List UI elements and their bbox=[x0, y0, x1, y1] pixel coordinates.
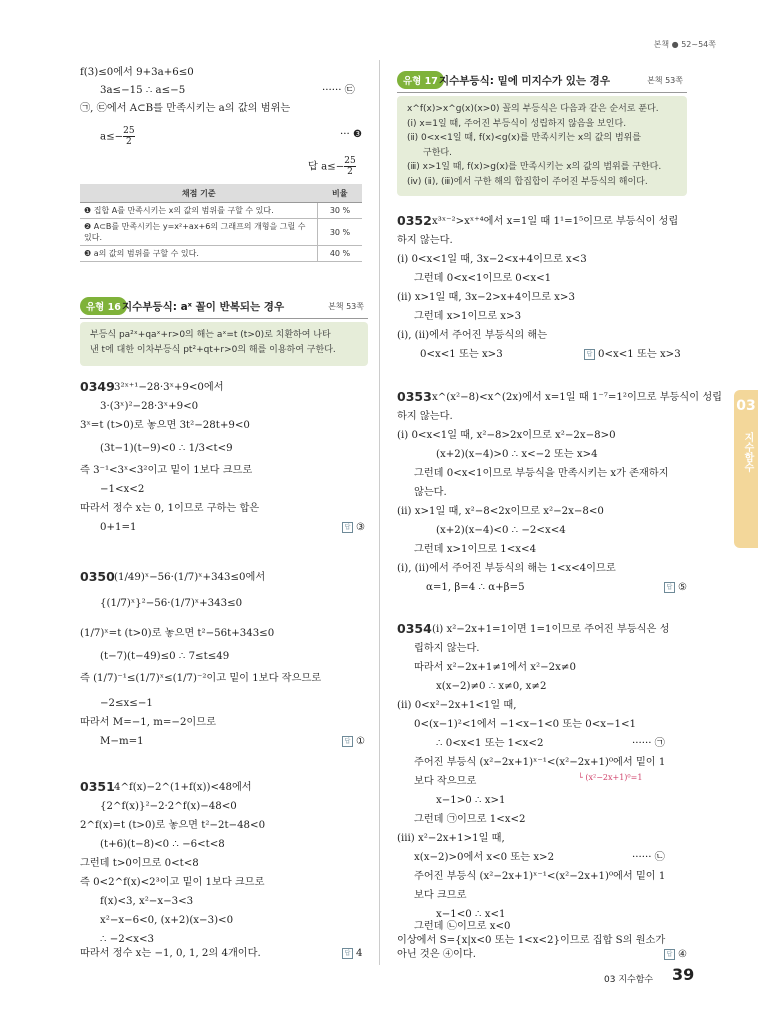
solution-line: 않는다. bbox=[414, 487, 447, 498]
type-16-header bbox=[80, 296, 368, 319]
column-divider bbox=[379, 60, 380, 965]
solution-line: (t−7)(t−49)≤0 ∴ 7≤t≤49 bbox=[100, 651, 230, 662]
solution-line: 3²ˣ⁺¹−28·3ˣ+9<0에서 bbox=[114, 382, 224, 393]
type-16-title: 지수부등식: aˣ 꼴이 반복되는 경우 bbox=[122, 301, 285, 313]
exponent-note: └ (x²−2x+1)⁰=1 bbox=[578, 773, 643, 782]
solution-line: 그런데 ㉠이므로 1<x<2 bbox=[414, 814, 526, 825]
solution-line: 즉 3⁻¹<3ˣ<3²이고 밑이 1보다 크므로 bbox=[80, 465, 253, 476]
solution-line: x^(x²−8)<x^(2x)에서 x=1일 때 1⁻⁷=1²이므로 부등식이 성립 bbox=[432, 392, 723, 403]
grade-header-criterion: 채점 기준 bbox=[80, 184, 318, 203]
solution-line: x(x−2)>0에서 x<0 또는 x>2 bbox=[414, 852, 555, 863]
type-16-summary bbox=[80, 322, 368, 366]
type-16-summary-line: 부등식 pa²ˣ+qaˣ+r>0의 해는 aˣ=t (t>0)로 치환하여 나타 bbox=[90, 330, 331, 340]
problem-number-0352: 0352 bbox=[397, 213, 432, 228]
problem-number-0353: 0353 bbox=[397, 389, 432, 404]
type-17-header bbox=[397, 70, 687, 93]
footer-chapter: 03 지수함수 bbox=[604, 975, 654, 985]
solution-line: x−1>0 ∴ x>1 bbox=[436, 795, 506, 806]
solution-line: (x+2)(x−4)<0 ∴ −2<x<4 bbox=[436, 525, 566, 536]
type-17-summary-line: (ⅰ) x=1일 때, 주어진 부등식이 성립하지 않음을 보인다. bbox=[407, 118, 627, 129]
answer-icon: 답 bbox=[584, 349, 595, 360]
solution-line: 즉 0<2^f(x)<2³이고 밑이 1보다 크므로 bbox=[80, 877, 265, 888]
grading-table bbox=[80, 184, 362, 262]
grade-criterion-2: ❷ A⊂B를 만족시키는 y=x²+ax+6의 그래프의 개형을 그릴 수 있다. bbox=[80, 219, 318, 246]
solution-line: 따라서 M=−1, m=−2이므로 bbox=[80, 717, 216, 728]
left-top-line-3: ㉠, ㉢에서 A⊂B를 만족시키는 a의 값의 범위는 bbox=[80, 103, 291, 114]
type-16-ref: 본책 53쪽 bbox=[328, 302, 364, 311]
problem-number-0350: 0350 bbox=[80, 569, 115, 584]
solution-line: 따라서 정수 x는 0, 1이므로 구하는 합은 bbox=[80, 503, 260, 514]
grade-criterion-3: ❸ a의 값의 범위를 구할 수 있다. bbox=[80, 246, 318, 262]
type-16-badge: 유형 16 bbox=[80, 297, 127, 315]
solution-line: α=1, β=4 ∴ α+β=5 bbox=[426, 582, 525, 593]
solution-line: (ⅲ) x²−2x+1>1일 때, bbox=[397, 833, 505, 844]
answer-0349: 답 ③ bbox=[342, 521, 365, 535]
grade-pct-2: 30 % bbox=[318, 219, 363, 246]
solution-line: ∴ −2<x<3 bbox=[100, 934, 155, 945]
solution-line: 0+1=1 bbox=[100, 522, 137, 533]
side-tab-number: 03 bbox=[736, 398, 756, 414]
solution-line: 그런데 t>0이므로 0<t<8 bbox=[80, 858, 199, 869]
mark-1: ······ ㉠ bbox=[632, 738, 665, 749]
solution-line: 3·(3ˣ)²−28·3ˣ+9<0 bbox=[100, 401, 199, 412]
solution-line: 그런데 0<x<1이므로 부등식을 만족시키는 x가 존재하지 bbox=[414, 468, 669, 479]
type-17-summary-line: (ⅱ) 0<x<1일 때, f(x)<g(x)를 만족시키는 x의 값의 범위를 bbox=[407, 133, 642, 143]
solution-line: (ⅰ) x²−2x+1=1이면 1=1이므로 주어진 부등식은 성 bbox=[432, 624, 670, 635]
solution-line: 하지 않는다. bbox=[397, 235, 453, 246]
solution-line: (ⅰ) 0<x<1일 때, x²−8>2x이므로 x²−2x−8>0 bbox=[397, 430, 616, 441]
page-ref: 본책 ● 52~54쪽 bbox=[653, 40, 716, 49]
solution-line: 3ˣ=t (t>0)로 놓으면 3t²−28t+9<0 bbox=[80, 420, 250, 431]
grade-criterion-1: ❶ 집합 A를 만족시키는 x의 값의 범위를 구할 수 있다. bbox=[80, 203, 318, 219]
solution-line: f(x)<3, x²−x−3<3 bbox=[100, 896, 194, 907]
solution-line: (ⅰ) 0<x<1일 때, 3x−2<x+4이므로 x<3 bbox=[397, 254, 587, 265]
solution-line: 따라서 x²−2x+1≠1에서 x²−2x≠0 bbox=[414, 662, 576, 673]
solution-line: {(1/7)ˣ}²−56·(1/7)ˣ+343≤0 bbox=[100, 598, 243, 609]
type-17-badge: 유형 17 bbox=[397, 71, 444, 89]
left-top-line-2: 3a≤−15 ∴ a≤−5 bbox=[100, 85, 186, 96]
solution-line: 주어진 부등식 (x²−2x+1)ˣ⁻¹<(x²−2x+1)⁰에서 밑이 1 bbox=[414, 871, 666, 882]
solution-line: 보다 작으므로 bbox=[414, 776, 477, 787]
answer-icon: 답 bbox=[342, 522, 353, 533]
solution-line: M−m=1 bbox=[100, 736, 144, 747]
answer-0352: 답 0<x<1 또는 x>3 bbox=[584, 348, 681, 362]
type-17-summary-line: 구한다. bbox=[423, 147, 452, 158]
solution-line: 보다 크므로 bbox=[414, 890, 467, 901]
type-17-summary-line: x^f(x)>x^g(x)(x>0) 꼴의 부등식은 다음과 같은 순서로 푼다. bbox=[407, 104, 659, 114]
answer-0353: 답 ⑤ bbox=[664, 581, 687, 595]
solution-line: 아닌 것은 ④이다. bbox=[397, 949, 476, 960]
type-17-title: 지수부등식: 밑에 미지수가 있는 경우 bbox=[439, 75, 610, 87]
answer-0354: 답 ④ bbox=[664, 948, 687, 962]
problem-number-0354: 0354 bbox=[397, 621, 432, 636]
solution-line: (ⅱ) 0<x²−2x+1<1일 때, bbox=[397, 700, 517, 711]
solution-line: x(x−2)≠0 ∴ x≠0, x≠2 bbox=[436, 681, 547, 692]
type-16-summary-line: 낸 t에 대한 이차부등식 pt²+qt+r>0의 해를 이용하여 구한다. bbox=[90, 344, 336, 355]
solution-line: x−1<0 ∴ x<1 bbox=[436, 909, 506, 920]
left-top-mark: ······ ㉢ bbox=[322, 85, 355, 96]
solution-line: 그런데 x>1이므로 1<x<4 bbox=[414, 544, 537, 555]
answer-0350: 답 ① bbox=[342, 735, 365, 749]
solution-line: 립하지 않는다. bbox=[414, 643, 480, 654]
type-17-ref: 본책 53쪽 bbox=[647, 76, 683, 85]
solution-line: {2^f(x)}²−2·2^f(x)−48<0 bbox=[100, 801, 237, 812]
solution-line: −2≤x≤−1 bbox=[100, 698, 153, 709]
side-tab-label: 지수함수 bbox=[742, 432, 753, 472]
mark-2: ······ ㉡ bbox=[632, 852, 665, 863]
answer-icon: 답 bbox=[664, 582, 675, 593]
grade-pct-3: 40 % bbox=[318, 246, 363, 262]
chapter-side-tab bbox=[734, 390, 758, 548]
type-17-summary-line: (ⅲ) x>1일 때, f(x)>g(x)를 만족시키는 x의 값의 범위를 구한다. bbox=[407, 162, 662, 172]
solution-line: x³ˣ⁻²>xˣ⁺⁴에서 x=1일 때 1¹=1⁵이므로 부등식이 성립 bbox=[432, 216, 679, 227]
solution-line: (t+6)(t−8)<0 ∴ −6<t<8 bbox=[100, 839, 225, 850]
solution-line: 하지 않는다. bbox=[397, 411, 453, 422]
solution-line: 0<x<1 또는 x>3 bbox=[420, 349, 503, 360]
solution-line: 그런데 x>1이므로 x>3 bbox=[414, 311, 522, 322]
solution-line: 주어진 부등식 (x²−2x+1)ˣ⁻¹<(x²−2x+1)⁰에서 밑이 1 bbox=[414, 757, 666, 768]
step-3-mark: ··· ❸ bbox=[340, 129, 363, 140]
solution-line: 그런데 ㉡이므로 x<0 bbox=[414, 921, 511, 932]
solution-line: (ⅱ) x>1일 때, x²−8<2x이므로 x²−2x−8<0 bbox=[397, 506, 604, 517]
answer-a-range: 답 a≤− $\frac{25}{2}$ bbox=[308, 156, 356, 177]
solution-line: 2^f(x)=t (t>0)로 놓으면 t²−2t−48<0 bbox=[80, 820, 266, 831]
solution-line: 즉 (1/7)⁻¹≤(1/7)ˣ≤(1/7)⁻²이고 밑이 1보다 작으므로 bbox=[80, 673, 322, 684]
solution-line: (ⅰ), (ⅱ)에서 주어진 부등식의 해는 bbox=[397, 330, 548, 341]
answer-icon: 답 bbox=[342, 736, 353, 747]
grade-pct-1: 30 % bbox=[318, 203, 363, 219]
page-number: 39 bbox=[672, 965, 695, 984]
problem-number-0349: 0349 bbox=[80, 379, 115, 394]
answer-0351: 답 4 bbox=[342, 947, 362, 961]
problem-number-0351: 0351 bbox=[80, 779, 115, 794]
solution-line: (3t−1)(t−9)<0 ∴ 1/3<t<9 bbox=[100, 443, 233, 454]
type-17-summary bbox=[397, 96, 687, 196]
solution-line: (ⅰ), (ⅱ)에서 주어진 부등식의 해는 1<x<4이므로 bbox=[397, 563, 616, 574]
left-top-line-1: f(3)≤0에서 9+3a+6≤0 bbox=[80, 67, 194, 78]
solution-line: x²−x−6<0, (x+2)(x−3)<0 bbox=[100, 915, 234, 926]
solution-line: 이상에서 S={x|x<0 또는 1<x<2}이므로 집합 S의 원소가 bbox=[397, 935, 666, 946]
answer-icon: 답 bbox=[342, 948, 353, 959]
left-top-line-4: a≤− $\frac{25}{2}$ bbox=[100, 126, 135, 147]
type-17-summary-line: (ⅳ) (ⅱ), (ⅲ)에서 구한 해의 합집합이 주어진 부등식의 해이다. bbox=[407, 176, 648, 187]
solution-line: (ⅱ) x>1일 때, 3x−2>x+4이므로 x>3 bbox=[397, 292, 575, 303]
solution-line: −1<x<2 bbox=[100, 484, 145, 495]
solution-line: 4^f(x)−2^(1+f(x))<48에서 bbox=[114, 782, 252, 793]
answer-icon: 답 bbox=[664, 949, 675, 960]
solution-line: 0<(x−1)²<1에서 −1<x−1<0 또는 0<x−1<1 bbox=[414, 719, 637, 730]
solution-line: (x+2)(x−4)>0 ∴ x<−2 또는 x>4 bbox=[436, 449, 598, 460]
grade-header-pct: 비율 bbox=[318, 184, 363, 203]
solution-line: 그런데 0<x<1이므로 0<x<1 bbox=[414, 273, 552, 284]
solution-line: (1/7)ˣ=t (t>0)로 놓으면 t²−56t+343≤0 bbox=[80, 628, 275, 639]
solution-line: 따라서 정수 x는 −1, 0, 1, 2의 4개이다. bbox=[80, 948, 261, 959]
solution-line: (1/49)ˣ−56·(1/7)ˣ+343≤0에서 bbox=[114, 572, 266, 583]
solution-line: ∴ 0<x<1 또는 1<x<2 bbox=[436, 738, 544, 749]
